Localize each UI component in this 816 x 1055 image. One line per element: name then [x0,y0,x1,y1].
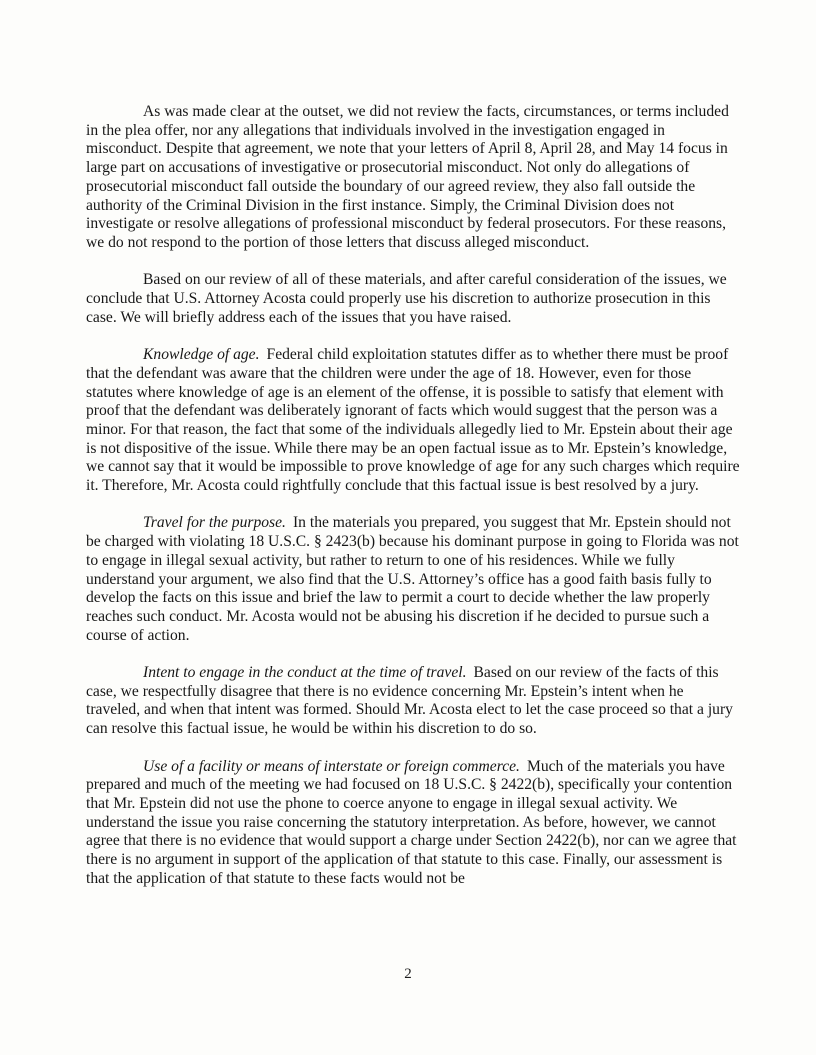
page-number: 2 [404,966,412,982]
paragraph [86,758,741,889]
paragraph [86,514,741,645]
paragraph-text: Federal child exploitation statutes differ as to whether there must be proof that the defendant was aware that the children were under the age of 18. However, even for those statutes where knowledge of age is an element of the offense, it is possible to satisfy that element with proof that the defendant was deliberately ignorant of facts which would suggest that the person was a minor. For that reason, the fact that some of the individuals allegedly lied to Mr. Epstein about their age is not dispositive of the issue. While there may be an open factual issue as to Mr. Epstein’s knowledge, we cannot say that it would be impossible to prove knowledge of age for any such charges which require it. Therefore, Mr. Acosta could rightfully conclude that this factual issue is best resolved by a jury. [86,346,740,495]
paragraph-text: Based on our review of all of these materials, and after careful consideration of the issues, we conclude that U.S. Attorney Acosta could properly use his discretion to authorize prosecution in this case. We will briefly address each of the issues that you have raised. [86,271,727,326]
paragraph-text: As was made clear at the outset, we did not review the facts, circumstances, or terms included in the plea offer, nor any allegations that individuals involved in the investigation engaged in misconduct. Despite that agreement, we note that your letters of April 8, April 28, and May 14 focus in large part on accusations of investigative or prosecutorial misconduct. Not only do allegations of prosecutorial misconduct fall outside the boundary of our agreed review, they also fall outside the authority of the Criminal Division in the first instance. Simply, the Criminal Division does not investigate or resolve allegations of professional misconduct by federal prosecutors. For these reasons, we do not respond to the portion of those letters that discuss alleged misconduct. [86,103,729,251]
paragraph [86,271,741,327]
paragraph-text: Much of the materials you have prepared and much of the meeting we had focused on 18 U.S.C. § 2422(b), specifically your contention that Mr. Epstein did not use the phone to coerce anyone to engage in illegal sexual activity. We understand the issue you raise concerning the statutory interpretation. As before, however, we cannot agree that there is no evidence that would support a charge under Section 2422(b), nor can we agree that there is no argument in support of the application of that statute to this case. Finally, our assessment is that the application of that statute to these facts would not be [86,757,737,887]
paragraph-text: In the materials you prepared, you suggest that Mr. Epstein should not be charged with violating 18 U.S.C. § 2423(b) because his dominant purpose in going to Florida was not to engage in illegal sexual activity, but rather to return to one of his residences. While we fully understand your argument, we also find that the U.S. Attorney’s office has a good faith basis fully to develop the facts on this issue and brief the law to permit a court to decide whether the law properly reaches such conduct. Mr. Acosta would not be abusing his discretion if he decided to pursue such a course of action. [86,514,739,644]
paragraph-lead: Intent to engage in the conduct at the time of travel. [143,664,467,682]
paragraph-text: Based on our review of the facts of this case, we respectfully disagree that there is no evidence concerning Mr. Epstein’s intent when he traveled, and when that intent was formed. Should Mr. Acosta elect to let the case proceed so that a jury can resolve this factual issue, he would be within his discretion to do so. [86,664,733,738]
paragraph [86,103,741,253]
paragraph-lead: Use of a facility or means of interstate or foreign commerce. [143,757,520,775]
paragraph [86,664,741,739]
paragraph [86,346,741,496]
letter-body [86,103,741,907]
paragraph-lead: Knowledge of age. [143,346,260,364]
paragraph-lead: Travel for the purpose. [143,514,286,532]
